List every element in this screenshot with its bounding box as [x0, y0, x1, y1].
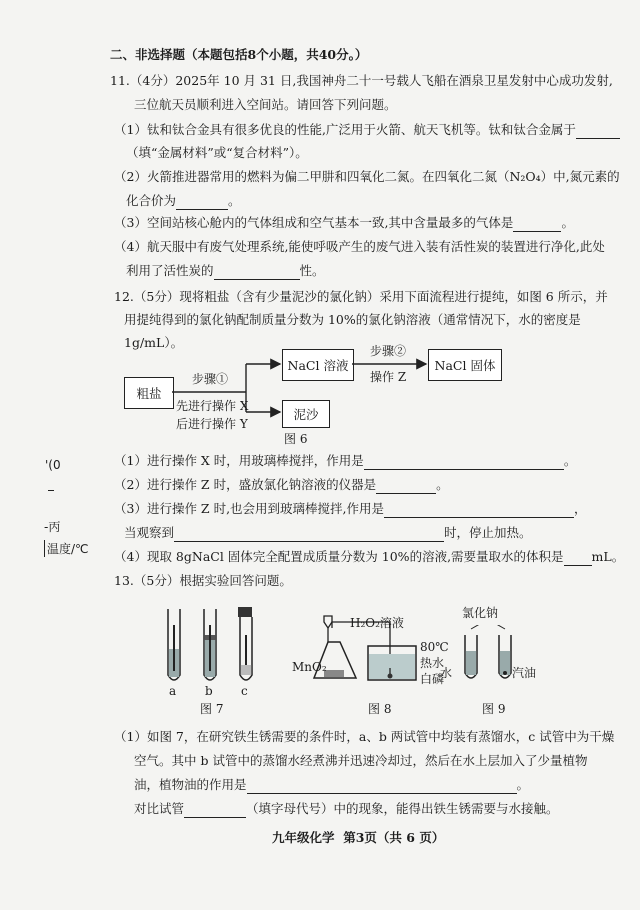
- flow-op-y-label: 后进行操作 Y: [176, 417, 248, 431]
- fig8-white-phosphorus-label: 白磷: [420, 672, 445, 686]
- margin-tick: [48, 490, 54, 491]
- q12-part4-line: [114, 548, 624, 566]
- q13-intro: 13.（5分）根据实验回答问题。: [114, 573, 292, 588]
- q12-intro-line3: 1g/mL）。: [124, 335, 184, 350]
- test-tube-c: [238, 607, 252, 680]
- q12-part3-answer-blank-1[interactable]: [384, 503, 574, 518]
- q11-part2-line1: （2）火箭推进器常用的燃料为偏二甲肼和四氧化二氮。在四氧化二氮（N₂O₄）中,氮元素的: [114, 169, 620, 184]
- q13-part1-compare-text: 对比试管: [134, 801, 185, 816]
- fig7-label-c: c: [241, 684, 248, 698]
- q12-part2-text: （2）进行操作 Z 时，盛放氯化钠溶液的仪器是: [114, 477, 377, 492]
- figure-6-caption: 图 6: [284, 432, 308, 446]
- flow-nacl-solid-box: NaCl 固体: [428, 349, 502, 381]
- q11-part3-text: （3）空间站核心舱内的气体组成和空气基本一致,其中含量最多的气体是: [114, 215, 514, 230]
- fig9-water-label: 水: [440, 666, 453, 680]
- margin-note-3: 温度/℃: [44, 540, 89, 557]
- q12-part1-answer-blank[interactable]: [364, 455, 564, 470]
- q13-part1-text: 油，植物油的作用是: [134, 777, 247, 792]
- q12-part3-answer-blank-2[interactable]: [174, 527, 444, 542]
- q12-part3-text: （3）进行操作 Z 时,也会用到玻璃棒搅拌,作用是: [114, 501, 385, 516]
- q13-part1-line3: [134, 776, 529, 794]
- q13-part1-end: 。: [516, 777, 530, 792]
- test-tube-a: [168, 609, 180, 680]
- fig8-mno2-label: MnO₂: [292, 660, 327, 674]
- q12-part3-line2: [124, 524, 532, 542]
- flow-crude-salt-box: 粗盐: [124, 377, 174, 409]
- fig7-label-b: b: [205, 684, 213, 698]
- q13-part1-line2: 空气。其中 b 试管中的蒸馏水经煮沸并迅速冷却过，然后在水上层加入了少量植物: [134, 753, 588, 768]
- fig8-temp-label: 80℃: [420, 640, 449, 654]
- fig9-nacl-label: 氯化钠: [462, 606, 499, 620]
- q11-part3-end: 。: [561, 215, 574, 230]
- q11-part4-text: 利用了活性炭的: [126, 263, 214, 278]
- q12-part2-line: [114, 476, 449, 494]
- q12-part4-answer-blank[interactable]: [564, 551, 592, 566]
- q11-intro-line2: 三位航天员顺利进入空间站。请回答下列问题。: [134, 97, 397, 112]
- footer-subject: 九年级化学: [272, 830, 335, 845]
- figure-7-caption: 图 7: [200, 702, 224, 716]
- q12-part3-line1: [114, 500, 587, 518]
- q11-part4-end: 性。: [299, 263, 325, 278]
- section-title: 二、非选择题（本题包括8个小题，共40分。）: [110, 47, 368, 62]
- q12-part1-text: （1）进行操作 X 时，用玻璃棒搅拌，作用是: [114, 453, 364, 468]
- q13-part1-line4: [134, 800, 559, 818]
- q12-intro-line2: 用提纯得到的氯化钠配制质量分数为 10%的氯化钠溶液（通常情况下，水的密度是: [124, 312, 581, 327]
- q12-part1-end: 。: [563, 453, 577, 468]
- fig9-gasoline-label: 汽油: [512, 666, 537, 680]
- footer: [272, 828, 444, 846]
- fig7-label-a: a: [169, 684, 177, 698]
- q12-part1-line: [114, 452, 576, 470]
- figure-9-caption: 图 9: [482, 702, 506, 716]
- q11-part1-line2: （填“金属材料”或“复合材料”）。: [126, 145, 308, 160]
- q13-part1-line1: （1）如图 7，在研究铁生锈需要的条件时，a、b 两试管中均装有蒸馏水，c 试管中为干燥: [114, 729, 615, 744]
- flow-sand-box: 泥沙: [282, 400, 330, 428]
- q12-part3-comma: ，: [574, 501, 587, 516]
- q12-part4-text: （4）现取 8gNaCl 固体完全配置成质量分数为 10%的溶液,需要量取水的体积是: [114, 549, 564, 564]
- q13-part1-compare-end: （填字母代号）中的现象，能得出铁生锈需要与水接触。: [246, 801, 559, 816]
- q13-part1-answer-blank-2[interactable]: [184, 803, 246, 818]
- q12-part4-end: mL。: [591, 549, 625, 564]
- flow-op-z-label: 操作 Z: [370, 370, 407, 384]
- q11-part2-end: 。: [228, 193, 241, 208]
- footer-page-number: 第3页（共 6 页）: [343, 830, 445, 845]
- flow-step2-label: 步骤②: [370, 344, 407, 358]
- q12-part3-text-2: 当观察到: [124, 525, 175, 540]
- test-tube-b: [204, 609, 216, 680]
- q12-part3-end: 时，停止加热。: [444, 525, 532, 540]
- q11-intro-line1: 11.（4分）2025年 10 月 31 日,我国神舟二十一号载人飞船在酒泉卫星发射中心成功发射,: [110, 73, 613, 88]
- q13-part1-answer-blank-1[interactable]: [247, 779, 517, 794]
- fig8-h2o2-label: H₂O₂溶液: [350, 616, 404, 630]
- margin-note-2: -丙: [44, 520, 61, 534]
- flow-op-x-label: 先进行操作 X: [176, 399, 249, 413]
- flow-nacl-solution-box: NaCl 溶液: [282, 349, 354, 381]
- q11-part1-text: （1）钛和钛合金具有很多优良的性能,广泛用于火箭、航天飞机等。钛和钛合金属于: [114, 122, 576, 137]
- margin-note-1: '(0: [45, 458, 61, 472]
- flow-step1-label: 步骤①: [192, 372, 229, 386]
- q12-intro-line1: 12.（5分）现将粗盐（含有少量泥沙的氯化钠）采用下面流程进行提纯，如图 6 所示，并: [114, 289, 608, 304]
- figure-8-caption: 图 8: [368, 702, 392, 716]
- q11-part4-line1: （4）航天服中有废气处理系统,能使呼吸产生的废气进入装有活性炭的装置进行净化,此处: [114, 239, 605, 254]
- fig8-hot-water-label: 热水: [420, 656, 445, 670]
- q12-part2-end: 。: [436, 477, 449, 492]
- q11-part2-text: 化合价为: [126, 193, 177, 208]
- q12-part2-answer-blank[interactable]: [376, 479, 436, 494]
